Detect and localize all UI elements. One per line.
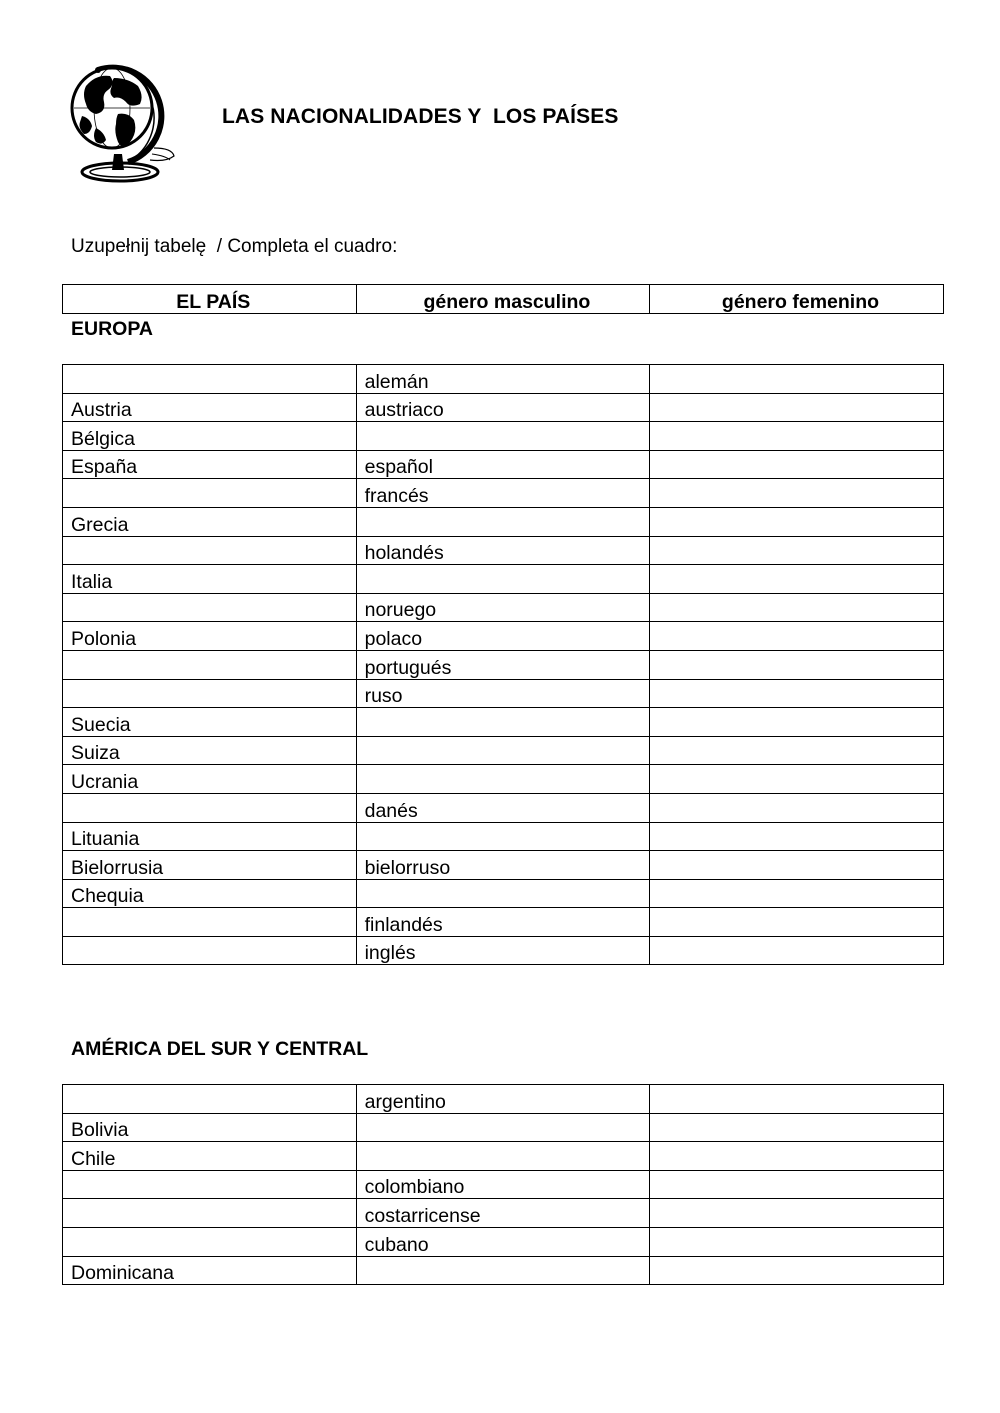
cell-masculino (356, 822, 650, 851)
table-row (63, 365, 944, 394)
cell-masculino: austriaco (356, 393, 650, 422)
table-row (63, 450, 944, 479)
cell-femenino[interactable] (650, 908, 944, 937)
cell-pais (63, 1227, 357, 1256)
america-table (62, 1084, 944, 1285)
cell-masculino: danés (356, 793, 650, 822)
cell-pais: Dominicana (63, 1256, 357, 1285)
cell-femenino[interactable] (650, 1256, 944, 1285)
cell-masculino (356, 1113, 650, 1142)
cell-pais: Bielorrusia (63, 851, 357, 880)
cell-masculino: inglés (356, 936, 650, 965)
cell-pais (63, 908, 357, 937)
cell-pais: Ucrania (63, 765, 357, 794)
cell-pais (63, 1085, 357, 1114)
cell-femenino[interactable] (650, 365, 944, 394)
cell-pais: Suiza (63, 736, 357, 765)
cell-masculino: noruego (356, 593, 650, 622)
cell-masculino (356, 765, 650, 794)
cell-femenino[interactable] (650, 650, 944, 679)
cell-masculino: bielorruso (356, 851, 650, 880)
cell-pais (63, 650, 357, 679)
header-pais: EL PAÍS (63, 285, 357, 314)
cell-masculino: finlandés (356, 908, 650, 937)
table-row (63, 565, 944, 594)
cell-masculino: colombiano (356, 1170, 650, 1199)
cell-masculino (356, 565, 650, 594)
cell-pais (63, 593, 357, 622)
cell-pais: Bolivia (63, 1113, 357, 1142)
header-table (62, 284, 944, 314)
table-row (63, 822, 944, 851)
cell-pais: Bélgica (63, 422, 357, 451)
table-row (63, 793, 944, 822)
cell-femenino[interactable] (650, 393, 944, 422)
table-row (63, 908, 944, 937)
cell-femenino[interactable] (650, 479, 944, 508)
cell-masculino (356, 507, 650, 536)
cell-masculino: portugués (356, 650, 650, 679)
cell-femenino[interactable] (650, 765, 944, 794)
cell-femenino[interactable] (650, 593, 944, 622)
table-row (63, 1170, 944, 1199)
cell-masculino: español (356, 450, 650, 479)
table-row (63, 679, 944, 708)
cell-masculino (356, 1256, 650, 1285)
table-row (63, 536, 944, 565)
cell-pais (63, 1170, 357, 1199)
table-row (63, 422, 944, 451)
header-masculino: género masculino (356, 285, 650, 314)
cell-masculino: holandés (356, 536, 650, 565)
cell-masculino (356, 736, 650, 765)
table-row (63, 879, 944, 908)
cell-femenino[interactable] (650, 1199, 944, 1228)
cell-femenino[interactable] (650, 1227, 944, 1256)
table-row (63, 622, 944, 651)
table-row (63, 1113, 944, 1142)
cell-femenino[interactable] (650, 822, 944, 851)
cell-masculino (356, 879, 650, 908)
table-row (63, 1085, 944, 1114)
cell-masculino: alemán (356, 365, 650, 394)
cell-pais: Chequia (63, 879, 357, 908)
table-row (63, 765, 944, 794)
cell-femenino[interactable] (650, 450, 944, 479)
cell-femenino[interactable] (650, 736, 944, 765)
cell-femenino[interactable] (650, 422, 944, 451)
cell-pais (63, 1199, 357, 1228)
cell-femenino[interactable] (650, 679, 944, 708)
table-row (63, 936, 944, 965)
cell-femenino[interactable] (650, 1113, 944, 1142)
europa-table (62, 364, 944, 965)
table-row (63, 851, 944, 880)
cell-pais: Suecia (63, 708, 357, 737)
cell-masculino: argentino (356, 1085, 650, 1114)
section-title-europa: EUROPA (71, 318, 153, 340)
page-title: LAS NACIONALIDADES Y LOS PAÍSES (222, 105, 619, 128)
cell-pais (63, 536, 357, 565)
cell-pais: Lituania (63, 822, 357, 851)
cell-pais: Austria (63, 393, 357, 422)
table-header-row (63, 285, 944, 314)
cell-masculino (356, 1142, 650, 1171)
table-row (63, 507, 944, 536)
cell-femenino[interactable] (650, 936, 944, 965)
cell-pais: España (63, 450, 357, 479)
cell-pais (63, 679, 357, 708)
cell-masculino: ruso (356, 679, 650, 708)
cell-femenino[interactable] (650, 708, 944, 737)
cell-masculino: francés (356, 479, 650, 508)
cell-femenino[interactable] (650, 507, 944, 536)
table-row (63, 736, 944, 765)
cell-femenino[interactable] (650, 851, 944, 880)
cell-masculino: polaco (356, 622, 650, 651)
cell-pais (63, 793, 357, 822)
cell-femenino[interactable] (650, 879, 944, 908)
cell-pais: Chile (63, 1142, 357, 1171)
cell-masculino: cubano (356, 1227, 650, 1256)
cell-femenino[interactable] (650, 793, 944, 822)
cell-masculino (356, 422, 650, 451)
cell-femenino[interactable] (650, 622, 944, 651)
table-row (63, 1256, 944, 1285)
globe-icon (68, 58, 176, 186)
cell-femenino[interactable] (650, 565, 944, 594)
cell-pais: Polonia (63, 622, 357, 651)
cell-pais (63, 365, 357, 394)
section-title-america: AMÉRICA DEL SUR Y CENTRAL (71, 1038, 369, 1060)
cell-pais (63, 479, 357, 508)
table-row (63, 650, 944, 679)
cell-masculino: costarricense (356, 1199, 650, 1228)
table-row (63, 1199, 944, 1228)
cell-pais: Grecia (63, 507, 357, 536)
cell-pais: Italia (63, 565, 357, 594)
cell-femenino[interactable] (650, 536, 944, 565)
table-row (63, 593, 944, 622)
instruction-text: Uzupełnij tabelę / Completa el cuadro: (71, 236, 398, 257)
table-row (63, 708, 944, 737)
header-femenino: género femenino (650, 285, 944, 314)
table-row (63, 479, 944, 508)
table-row (63, 1142, 944, 1171)
cell-pais (63, 936, 357, 965)
cell-femenino[interactable] (650, 1170, 944, 1199)
cell-femenino[interactable] (650, 1085, 944, 1114)
cell-femenino[interactable] (650, 1142, 944, 1171)
table-row (63, 393, 944, 422)
cell-masculino (356, 708, 650, 737)
table-row (63, 1227, 944, 1256)
